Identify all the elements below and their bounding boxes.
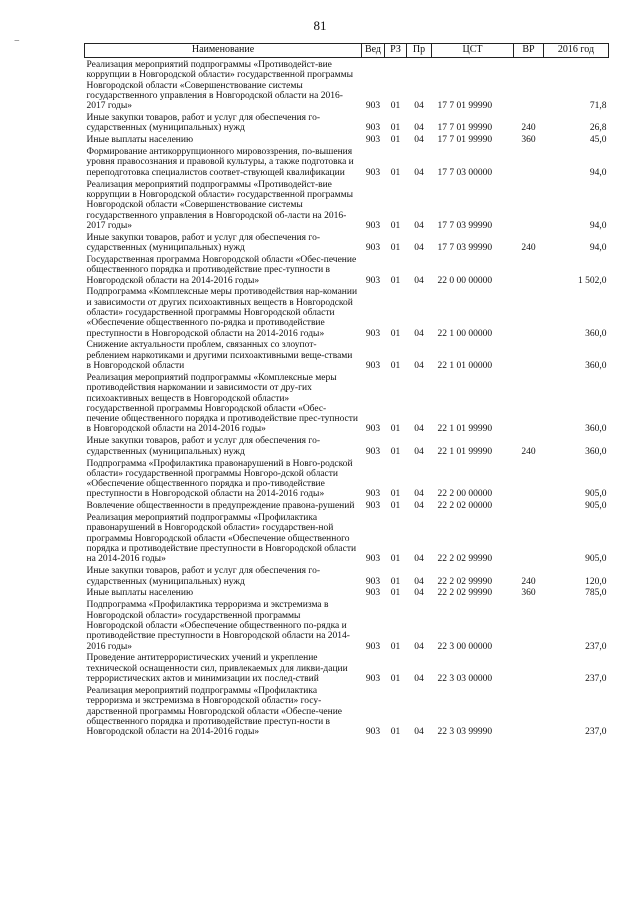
row-name: Подпрограмма «Профилактика правонарушений в Новго-родской области» государственной программы Новгоро-дской области «Обеспечение общественного порядка и про-тиводействие преступности в Новгородской области на 2014-2016 годы» xyxy=(86,458,353,500)
table-row xyxy=(85,653,609,685)
row-cst: 22 3 00 00000 xyxy=(437,641,493,652)
row-sum: 360,0 xyxy=(585,424,607,435)
row-ved: 903 xyxy=(365,424,381,435)
row-rz: 01 xyxy=(390,727,401,738)
row-cst: 17 7 03 00000 xyxy=(437,167,493,178)
row-cst: 22 2 00 00000 xyxy=(437,489,493,500)
row-cst: 22 2 02 00000 xyxy=(437,501,493,512)
row-vr xyxy=(514,340,544,372)
row-ved: 903 xyxy=(365,361,381,372)
row-ved: 903 xyxy=(365,674,381,685)
row-rz: 01 xyxy=(390,641,401,652)
row-rz: 01 xyxy=(390,123,401,134)
table-row xyxy=(85,233,609,255)
table-row xyxy=(85,135,609,147)
table-row xyxy=(85,459,609,502)
row-name: Реализация мероприятий подпрограммы «Противодейст-вие коррупции в Новгородской области» государственной программы Новгородской области «Совершенствование системы государственного управления в Новгородской об-ласти на 2016-2017 годы» xyxy=(86,179,354,231)
row-pr: 04 xyxy=(414,101,424,112)
row-sum: 905,0 xyxy=(585,501,607,512)
row-rz: 01 xyxy=(390,275,401,286)
row-rz: 01 xyxy=(390,361,401,372)
row-name: Иные закупки товаров, работ и услуг для обеспечения го-сударственных (муниципальных) нужд xyxy=(86,566,320,587)
row-rz: 01 xyxy=(390,576,401,587)
row-vr xyxy=(514,653,544,685)
row-name: Подпрограмма «Комплексные меры противодействия нар-комании и зависимости от других психоактивных веществ в Новгородской области» государственной программы Новгородской области «Обеспечение общественного по-рядка и противодействие преступности в Новгородской области на 2014-2016 годы» xyxy=(86,287,358,339)
header-pr: Пр xyxy=(407,44,432,58)
row-name: Реализация мероприятий подпрограммы «Противодейст-вие коррупции в Новгородской области» государственной программы Новгородской области «Совершенствование системы государственного управления в Новгородской области на 2016-2017 годы» xyxy=(86,60,354,112)
row-sum: 360,0 xyxy=(585,446,607,457)
row-vr xyxy=(514,147,544,179)
row-sum: 94,0 xyxy=(589,220,607,231)
row-pr: 04 xyxy=(414,674,424,685)
row-vr: 360 xyxy=(521,135,536,146)
row-vr xyxy=(514,287,544,340)
row-vr xyxy=(514,686,544,739)
table-header-row xyxy=(85,44,609,58)
row-sum: 45,0 xyxy=(589,135,607,146)
header-cst: ЦСТ xyxy=(432,44,514,58)
row-vr xyxy=(514,600,544,653)
row-ved: 903 xyxy=(365,328,381,339)
header-name: Наименование xyxy=(85,44,362,58)
page-number: 81 xyxy=(313,18,327,33)
row-name: Реализация мероприятий подпрограммы «Профилактика терроризма и экстремизма в Новгородской области» госу-дарственной программы Новгородской области «Обеспе-чение общественного порядка и противодействие преступ-ности в Новгородской области на 2014-2016 годы» xyxy=(86,685,343,738)
table-body xyxy=(85,58,609,739)
row-name: Иные выплаты населению xyxy=(86,588,194,599)
row-sum: 237,0 xyxy=(585,674,607,685)
table-row xyxy=(85,255,609,287)
budget-table xyxy=(84,43,609,739)
table-row xyxy=(85,686,609,739)
row-pr: 04 xyxy=(414,275,424,286)
row-name: Реализация мероприятий подпрограммы «Комплексные меры противодействия наркомании и зависимости от дру-гих психоактивных веществ в Новгородской области» государственной программы Новгородской области «Обес-печение общественного порядка и противодействие прес-тупности в Новгородской области на 2014-2016 годы» xyxy=(86,372,359,435)
table-row xyxy=(85,513,609,566)
table-row xyxy=(85,373,609,436)
row-pr: 04 xyxy=(414,554,424,565)
row-cst: 17 7 03 99990 xyxy=(437,243,493,254)
row-vr: 360 xyxy=(521,588,536,599)
row-cst: 22 1 00 00000 xyxy=(437,328,493,339)
row-pr: 04 xyxy=(414,641,424,652)
table-row xyxy=(85,147,609,179)
row-vr: 240 xyxy=(521,576,536,587)
row-rz: 01 xyxy=(390,424,401,435)
row-ved: 903 xyxy=(365,275,381,286)
table-row xyxy=(85,566,609,588)
row-name: Реализация мероприятий подпрограммы «Профилактика правонарушений в Новгородской области» государствен-ной программы Новгородской области «Обеспечение общественного порядка и противодействие преступности в Новгородской области на 2014-2016 годы» xyxy=(86,513,357,565)
row-cst: 22 2 02 99990 xyxy=(437,576,493,587)
row-ved: 903 xyxy=(365,727,381,738)
row-pr: 04 xyxy=(414,424,424,435)
row-rz: 01 xyxy=(390,489,401,500)
row-rz: 01 xyxy=(390,220,401,231)
row-vr xyxy=(514,180,544,233)
row-rz: 01 xyxy=(390,674,401,685)
table-row xyxy=(85,600,609,653)
row-vr xyxy=(514,513,544,566)
row-rz: 01 xyxy=(390,243,401,254)
row-name: Подпрограмма «Профилактика терроризма и экстремизма в Новгородской области» государственной программы Новгородской области «Обеспечение общественного по-рядка и противодействие преступности в Новгородской области на 2014-2016 годы» xyxy=(86,600,350,652)
row-pr: 04 xyxy=(414,167,424,178)
row-name: Иные закупки товаров, работ и услуг для обеспечения го-сударственных (муниципальных) нужд xyxy=(86,436,320,457)
row-vr: 240 xyxy=(521,243,536,254)
row-ved: 903 xyxy=(365,501,381,512)
row-vr xyxy=(514,501,544,513)
row-ved: 903 xyxy=(365,641,381,652)
row-sum: 120,0 xyxy=(585,576,607,587)
row-name: Вовлечение общественности в предупреждение правона-рушений xyxy=(86,501,355,512)
row-pr: 04 xyxy=(414,576,424,587)
table-row xyxy=(85,436,609,458)
margin-mark: − xyxy=(14,36,20,47)
row-sum: 94,0 xyxy=(589,167,607,178)
row-rz: 01 xyxy=(390,328,401,339)
row-cst: 22 3 03 00000 xyxy=(437,674,493,685)
row-vr xyxy=(514,373,544,436)
row-rz: 01 xyxy=(390,446,401,457)
row-cst: 22 1 01 99990 xyxy=(437,446,493,457)
row-cst: 22 2 02 99990 xyxy=(437,588,493,599)
row-ved: 903 xyxy=(365,167,381,178)
row-pr: 04 xyxy=(414,243,424,254)
row-sum: 360,0 xyxy=(585,361,607,372)
header-rz: РЗ xyxy=(385,44,407,58)
row-vr: 240 xyxy=(521,446,536,457)
row-sum: 94,0 xyxy=(589,243,607,254)
row-vr xyxy=(514,255,544,287)
row-rz: 01 xyxy=(390,501,401,512)
row-pr: 04 xyxy=(414,446,424,457)
row-vr xyxy=(514,459,544,502)
row-pr: 04 xyxy=(414,361,424,372)
row-cst: 22 1 01 99990 xyxy=(437,424,493,435)
row-pr: 04 xyxy=(414,328,424,339)
row-sum: 237,0 xyxy=(585,641,607,652)
row-cst: 22 0 00 00000 xyxy=(437,275,493,286)
table-row xyxy=(85,113,609,135)
row-name: Иные закупки товаров, работ и услуг для обеспечения го-сударственных (муниципальных) нужд xyxy=(86,232,320,254)
row-sum: 905,0 xyxy=(585,489,607,500)
row-ved: 903 xyxy=(365,554,381,565)
table-row xyxy=(85,180,609,233)
row-vr: 240 xyxy=(521,123,536,134)
row-ved: 903 xyxy=(365,588,381,599)
row-pr: 04 xyxy=(414,220,424,231)
table-row xyxy=(85,340,609,372)
row-cst: 22 2 02 99990 xyxy=(437,554,493,565)
table-row xyxy=(85,588,609,600)
row-pr: 04 xyxy=(414,501,424,512)
row-sum: 360,0 xyxy=(585,328,607,339)
row-cst: 17 7 01 99990 xyxy=(437,101,493,112)
row-ved: 903 xyxy=(365,489,381,500)
row-ved: 903 xyxy=(365,123,381,134)
row-cst: 22 1 01 00000 xyxy=(437,361,493,372)
row-cst: 17 7 03 99990 xyxy=(437,220,493,231)
row-ved: 903 xyxy=(365,576,381,587)
row-cst: 22 3 03 99990 xyxy=(437,727,493,738)
row-rz: 01 xyxy=(390,135,401,146)
row-rz: 01 xyxy=(390,554,401,565)
row-rz: 01 xyxy=(390,167,401,178)
row-sum: 26,8 xyxy=(589,123,607,134)
row-sum: 905,0 xyxy=(585,554,607,565)
row-name: Проведение антитеррористических учений и укрепление технической оснащенности сил, привлекаемых для ликви-дации террористических актов и минимизации их послед-ствий xyxy=(86,653,348,685)
row-ved: 903 xyxy=(365,243,381,254)
row-vr xyxy=(514,58,544,114)
row-name: Государственная программа Новгородской области «Обес-печение общественного порядка и противодействие прес-тупности в Новгородской области на 2014-2016 годы» xyxy=(86,254,357,286)
row-pr: 04 xyxy=(414,135,424,146)
row-sum: 1 502,0 xyxy=(578,275,607,286)
row-ved: 903 xyxy=(365,220,381,231)
table-row xyxy=(85,287,609,340)
header-vr: ВР xyxy=(514,44,544,58)
row-pr: 04 xyxy=(414,727,424,738)
header-sum: 2016 год xyxy=(544,44,609,58)
row-name: Снижение актуальности проблем, связанных со злоупот-реблением наркотиками и другими психоактивными веще-ствами в Новгородской области xyxy=(86,340,353,372)
row-cst: 17 7 01 99990 xyxy=(437,123,493,134)
header-ved: Вед xyxy=(362,44,385,58)
row-ved: 903 xyxy=(365,135,381,146)
row-sum: 71,8 xyxy=(589,101,607,112)
row-sum: 237,0 xyxy=(585,727,607,738)
row-ved: 903 xyxy=(365,446,381,457)
row-pr: 04 xyxy=(414,588,424,599)
row-rz: 01 xyxy=(390,101,401,112)
row-name: Формирование антикоррупционного мировоззрения, по-вышения уровня правосознания и правовой культуры, а также подготовка и переподготовка специалистов соответ-ствующей квалификации xyxy=(86,147,354,178)
row-pr: 04 xyxy=(414,123,424,134)
row-pr: 04 xyxy=(414,489,424,500)
table-row xyxy=(85,501,609,513)
row-name: Иные закупки товаров, работ и услуг для обеспечения го-сударственных (муниципальных) нужд xyxy=(86,113,320,134)
row-rz: 01 xyxy=(390,588,401,599)
row-name: Иные выплаты населению xyxy=(86,135,194,146)
row-ved: 903 xyxy=(365,101,381,112)
row-cst: 17 7 01 99990 xyxy=(437,135,493,146)
row-sum: 785,0 xyxy=(585,588,607,599)
table-row xyxy=(85,58,609,114)
